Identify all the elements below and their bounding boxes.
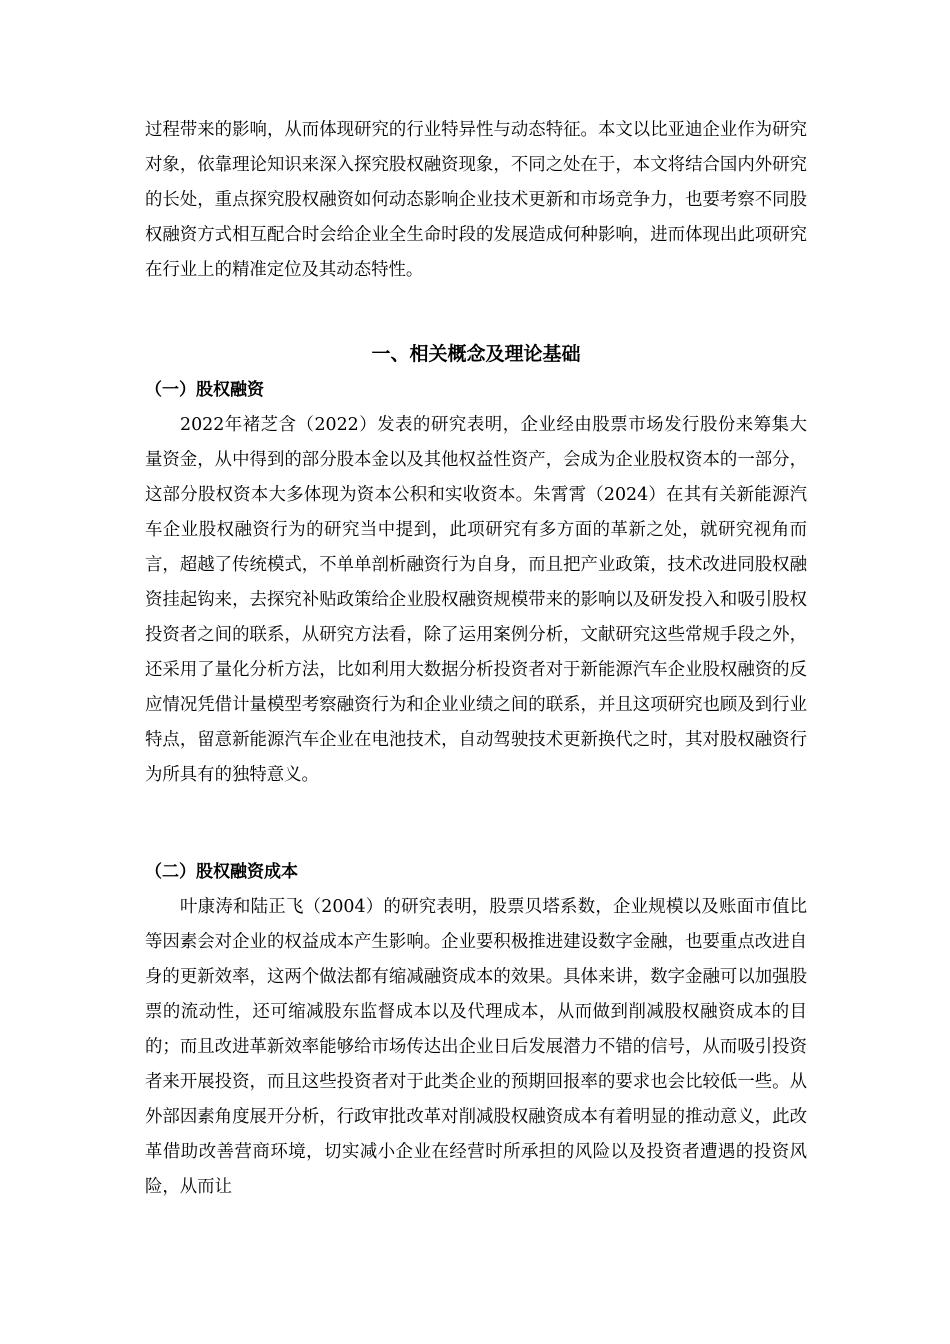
section-heading-equity-financing: （一）股权融资 xyxy=(145,380,264,400)
intro-continuation-paragraph: 过程带来的影响，从而体现研究的行业特异性与动态特征。本文以比亚迪企业作为研究对象，依靠理论知识来深入探究股权融资现象，不同之处在于，本文将结合国内外研究的长处，重点探究股权融资如何动态影响企业技术更新和市场竞争力，也要考察不同股权融资方式相互配合时会给企业全生命时段的发展造成何种影响，进而体现出此项研究在行业上的精准定位及其动态特性。 xyxy=(145,120,807,280)
equity-financing-cost-paragraph: 叶康涛和陆正飞（2004）的研究表明，股票贝塔系数，企业规模以及账面市值比等因素会对企业的权益成本产生影响。企业要积极推进建设数字金融，也要重点改进自身的更新效率，这两个做法都有缩减融资成本的效果。具体来讲，数字金融可以加强股票的流动性，还可缩减股东监督成本以及代理成本，从而做到削减股权融资成本的目的；而且改进革新效率能够给市场传达出企业日后发展潜力不错的信号，从而吸引投资者来开展投资，而且这些投资者对于此类企业的预期回报率的要求也会比较低一些。从外部因素角度展开分析，行政审批改革对削减股权融资成本有着明显的推动意义，此改革借助改善营商环境，切实减小企业在经营时所承担的风险以及投资者遭遇的投资风险，从而让 xyxy=(145,897,807,1197)
equity-financing-paragraph: 2022年褚芝含（2022）发表的研究表明，企业经由股票市场发行股份来筹集大量资金，从中得到的部分股本金以及其他权益性资产，会成为企业股权资本的一部分，这部分股权资本大多体现为资本公积和实收资本。朱霄霄（2024）在其有关新能源汽车企业股权融资行为的研究当中提到，此项研究有多方面的革新之处，就研究视角而言，超越了传统模式，不单单剖析融资行为自身，而且把产业政策，技术改进同股权融资挂起钩来，去探究补贴政策给企业股权融资规模带来的影响以及研发投入和吸引股权投资者之间的联系，从研究方法看，除了运用案例分析，文献研究这些常规手段之外，还采用了量化分析方法，比如利用大数据分析投资者对于新能源汽车企业股权融资的反应情况凭借计量模型考察融资行为和企业业绩之间的联系，并且这项研究也顾及到行业特点，留意新能源汽车企业在电池技术，自动驾驶技术更新换代之时，其对股权融资行为所具有的独特意义。 xyxy=(145,415,807,785)
section-heading-equity-financing-cost: （二）股权融资成本 xyxy=(145,862,298,882)
chapter-heading: 一、相关概念及理论基础 xyxy=(371,343,581,365)
